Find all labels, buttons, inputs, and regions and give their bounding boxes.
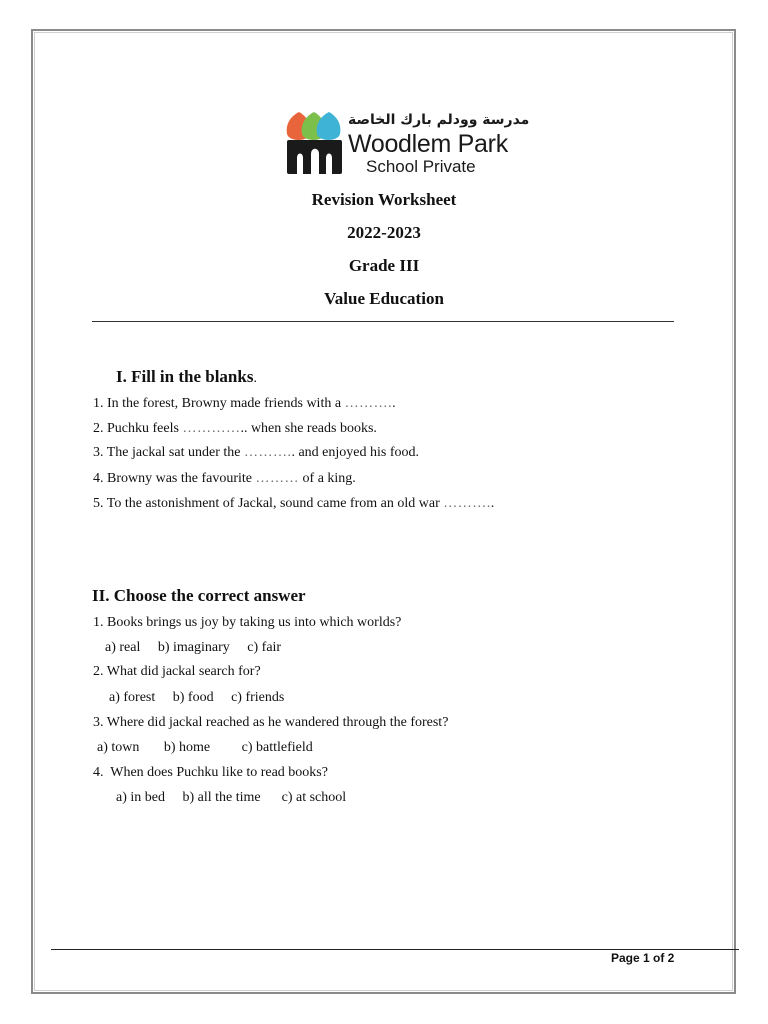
question-text: 3. Where did jackal reached as he wandered through the forest? (93, 715, 449, 730)
grade-label: Grade III (348, 256, 420, 275)
blank-space: ……… (255, 471, 300, 486)
fill-blank-text: of a king. (299, 471, 356, 486)
answer-options: a) in bed b) all the time c) at school (116, 790, 347, 805)
fill-blank-text: . and enjoyed his food. (291, 445, 419, 460)
fill-blank-text: . (490, 496, 495, 511)
fill-blank-text: 4. Browny was the favourite (93, 471, 256, 486)
question-text: 1. Books brings us joy by taking us into which worlds? (93, 615, 402, 630)
fill-blank-text: . (392, 396, 396, 411)
fill-blank-item (93, 421, 377, 437)
logo-arabic-name: مدرسة وودلم بارك الخاصة (348, 112, 530, 128)
blank-space: ………. (443, 496, 491, 511)
page-number: Page 1 of 2 (611, 951, 675, 965)
blank-space: ………… (182, 421, 241, 436)
blank-space: ………. (243, 445, 292, 460)
academic-year: 2022-2023 (347, 223, 421, 242)
fill-blank-text: .. when she reads books. (240, 421, 377, 436)
logo-emblem-icon (284, 112, 346, 176)
question-text: 2. What did jackal search for? (93, 664, 261, 679)
subject-label: Value Education (324, 289, 444, 308)
header-divider (92, 321, 674, 322)
section-fill-blanks-title (116, 367, 257, 387)
fill-blank-text: 5. To the astonishment of Jackal, sound came from an old war (93, 496, 444, 511)
blank-space: ………. (344, 396, 393, 411)
logo-school-subtitle: School Private (366, 157, 476, 176)
answer-options: a) real b) imaginary c) fair (105, 640, 282, 655)
section-fill-blanks-heading: I. Fill in the blanks (116, 367, 254, 386)
fill-blank-text: 3. The jackal sat under the (93, 445, 244, 460)
fill-blank-item (93, 445, 419, 461)
fill-blank-item (93, 471, 356, 487)
fill-blank-item (93, 496, 494, 512)
worksheet-title: Revision Worksheet (311, 190, 457, 209)
logo-school-name: Woodlem Park (348, 130, 508, 158)
fill-blank-item (93, 396, 396, 412)
section-fill-blanks-period: . (253, 371, 257, 386)
question-text: 4. When does Puchku like to read books? (93, 765, 328, 780)
answer-options: a) forest b) food c) friends (109, 690, 285, 705)
footer-divider (51, 949, 739, 950)
answer-options: a) town b) home c) battlefield (97, 740, 313, 755)
fill-blank-text: 2. Puchku feels (93, 421, 183, 436)
fill-blank-text: 1. In the forest, Browny made friends with a (93, 396, 345, 411)
school-logo (284, 112, 530, 178)
section-choose-answer-title: II. Choose the correct answer (92, 586, 306, 605)
